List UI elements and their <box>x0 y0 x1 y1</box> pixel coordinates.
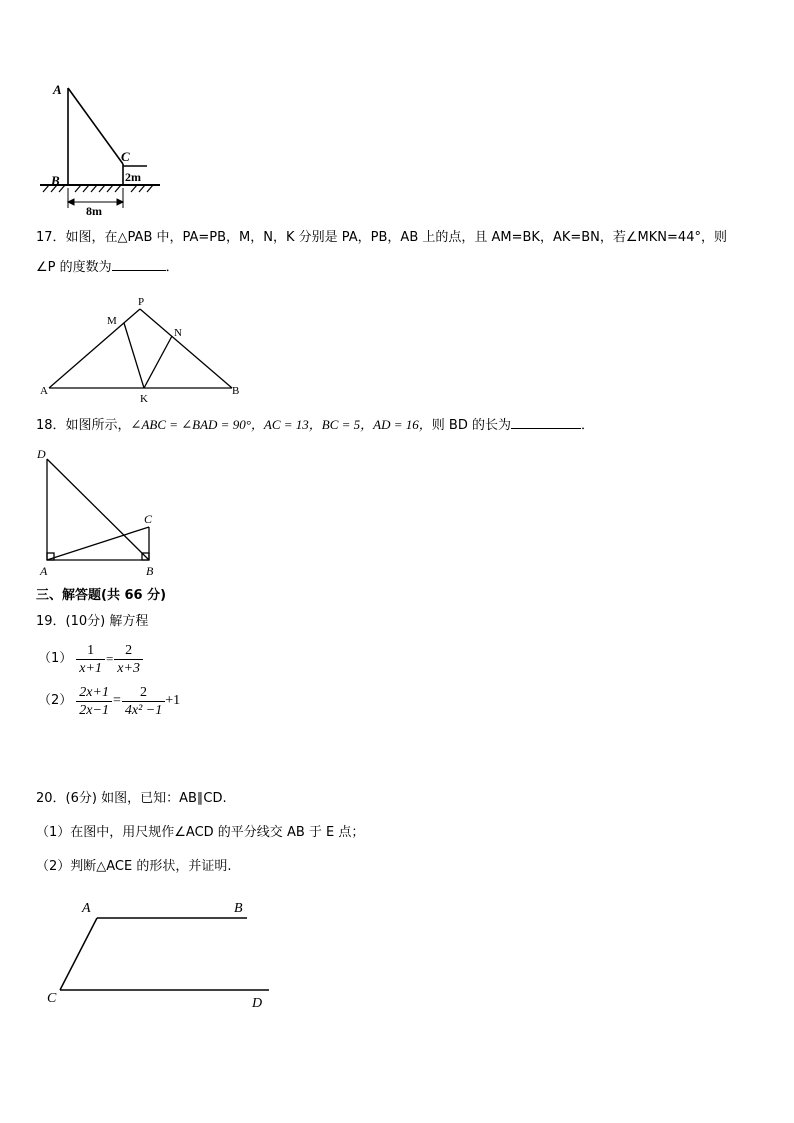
label-n: N <box>174 327 182 339</box>
q18-end: ． <box>580 418 594 433</box>
q17-text-line1: 17．如图，在△PAB 中，PA=PB，M，N，K 分别是 PA，PB，AB 上的点，且 AM=BK，AK=BN，若∠MKN=44°，则 <box>36 230 727 245</box>
q17-prompt: ∠P 的度数为 <box>36 260 112 275</box>
label-a: A <box>40 564 48 578</box>
eq1-right-fraction: $\frac{2}{x+3}$ <box>114 642 143 677</box>
label-c: C <box>121 149 130 164</box>
line-ac <box>60 918 97 990</box>
figure-right-triangles <box>34 444 164 580</box>
side-pa <box>49 309 140 388</box>
q19-title: 19．(10分) 解方程 <box>36 614 149 629</box>
label-c: C <box>47 991 57 1006</box>
label-d: D <box>37 447 46 461</box>
label-a: A <box>40 385 48 397</box>
eq2-right-fraction: $\frac{2}{\text{4x² −1}}$ <box>122 684 165 719</box>
q20-part1: （1）在图中，用尺规作∠ACD 的平分线交 AB 于 E 点； <box>36 825 365 840</box>
q20-part2: （2）判断△ACE 的形状，并证明. <box>36 859 232 874</box>
figure-triangle-pab <box>36 292 248 408</box>
eq1-label: （1） <box>38 651 73 666</box>
q18-expression: ∠ABC = ∠BAD = 90°，AC = 13，BC = 5，AD = 16， <box>130 417 432 432</box>
q19-equation-1 <box>38 638 143 680</box>
eq2-label: （2） <box>38 693 73 708</box>
figure-parallel-lines <box>40 895 280 1015</box>
q18-text <box>36 416 594 435</box>
line-ac <box>68 88 123 164</box>
label-b: B <box>146 564 154 578</box>
side-db <box>47 459 149 560</box>
q17-answer-blank[interactable] <box>112 270 166 271</box>
figure-pole-shadow <box>35 78 165 218</box>
eq2-left-fraction: $\frac{2x+1}{2x-1}$ <box>76 684 112 719</box>
q18-suffix: 则 BD 的长为 <box>431 418 511 433</box>
label-c: C <box>144 512 153 526</box>
q19-equation-2 <box>38 680 180 722</box>
q17-end: ． <box>165 260 179 275</box>
q17-text-line2 <box>36 259 179 277</box>
eq2-tail: +1 <box>165 693 181 708</box>
label-b: B <box>51 173 60 188</box>
label-p: P <box>138 296 145 308</box>
segment-kn <box>144 336 172 388</box>
label-m: M <box>107 315 117 327</box>
label-d: D <box>252 996 263 1011</box>
label-b: B <box>232 385 240 397</box>
q18-prefix: 18．如图所示， <box>36 418 131 433</box>
side-pb <box>140 309 232 388</box>
label-8m: 8m <box>86 204 102 218</box>
label-2m: 2m <box>125 170 141 184</box>
label-k: K <box>140 393 148 405</box>
eq1-left-fraction: $\frac{1}{x+1}$ <box>76 642 105 677</box>
segment-mk <box>124 323 144 388</box>
eq2-equals: = <box>112 693 121 708</box>
side-ac <box>47 527 149 560</box>
section-title: 三、解答题(共 66 分) <box>36 588 167 603</box>
q18-answer-blank[interactable] <box>511 428 581 429</box>
label-a: A <box>53 82 62 97</box>
label-a: A <box>82 901 91 916</box>
label-b: B <box>234 901 243 916</box>
q20-title: 20．(6分) 如图，已知：AB∥CD. <box>36 791 227 806</box>
eq1-equals: = <box>105 651 114 666</box>
